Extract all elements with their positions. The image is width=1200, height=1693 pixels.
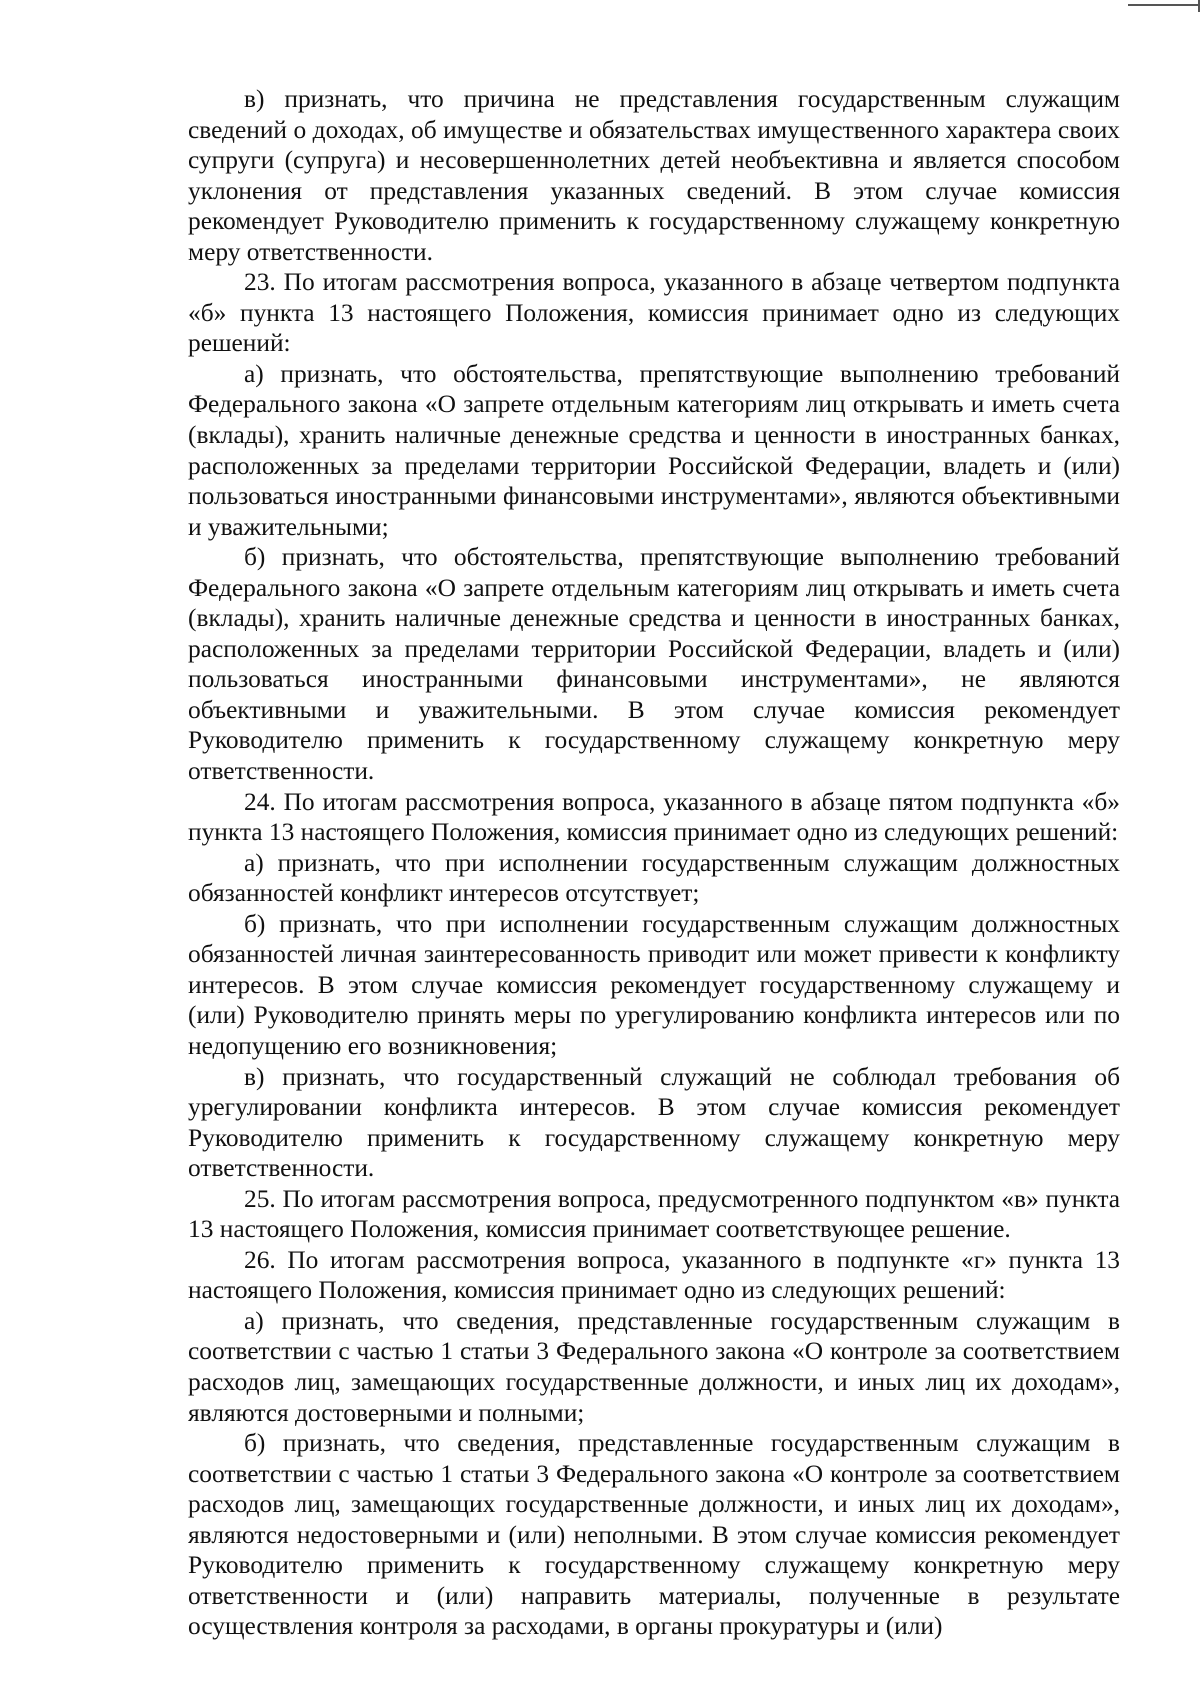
paragraph-24a: а) признать, что при исполнении государственным служащим должностных обязанностей конфликт интересов отсутствует;: [188, 848, 1120, 908]
paragraph-24: 24. По итогам рассмотрения вопроса, указанного в абзаце пятом подпункта «б» пункта 13 настоящего Положения, комиссия принимает одно из следующих решений:: [188, 787, 1120, 847]
paragraph-23b: б) признать, что обстоятельства, препятствующие выполнению требований Федерального закона «О запрете отдельным категориям лиц открывать и иметь счета (вклады), хранить наличные денежные средства и ценности в иностранных банках, расположенных за пределами территории Российской Федерации, владеть и (или) пользоваться иностранными финансовыми инструментами», не являются объективными и уважительными. В этом случае комиссия рекомендует Руководителю применить к государственному служащему конкретную меру ответственности.: [188, 543, 1120, 786]
paragraph-22v: в) признать, что причина не представления государственным служащим сведений о доходах, об имуществе и обязательствах имущественного характера своих супруги (супруга) и несовершеннолетних детей необъективна и является способом уклонения от представления указанных сведений. В этом случае комиссия рекомендует Руководителю применить к государственному служащему конкретную меру ответственности.: [188, 85, 1120, 266]
document-body: [188, 84, 1120, 1642]
paragraph-26b: б) признать, что сведения, представленные государственным служащим в соответствии с частью 1 статьи 3 Федерального закона «О контроле за соответствием расходов лиц, замещающих государственные должности, и иных лиц их доходам», являются недостоверными и (или) неполными. В этом случае комиссия рекомендует Руководителю применить к государственному служащему конкретную меру ответственности и (или) направить материалы, полученные в результате осуществления контроля за расходами, в органы прокуратуры и (или): [188, 1429, 1120, 1641]
paragraph-24b: б) признать, что при исполнении государственным служащим должностных обязанностей личная заинтересованность приводит или может привести к конфликту интересов. В этом случае комиссия рекомендует государственному служащему и (или) Руководителю принять меры по урегулированию конфликта интересов или по недопущению его возникновения;: [188, 909, 1120, 1060]
paragraph-25: 25. По итогам рассмотрения вопроса, предусмотренного подпунктом «в» пункта 13 настоящего Положения, комиссия принимает соответствующее решение.: [188, 1184, 1120, 1244]
scan-corner-mark: [1128, 0, 1200, 6]
paragraph-23: 23. По итогам рассмотрения вопроса, указанного в абзаце четвертом подпункта «б» пункта 13 настоящего Положения, комиссия принимает одно из следующих решений:: [188, 268, 1120, 358]
paragraph-24v: в) признать, что государственный служащий не соблюдал требования об урегулировании конфликта интересов. В этом случае комиссия рекомендует Руководителю применить к государственному служащему конкретную меру ответственности.: [188, 1062, 1120, 1183]
paragraph-23a: а) признать, что обстоятельства, препятствующие выполнению требований Федерального закона «О запрете отдельным категориям лиц открывать и иметь счета (вклады), хранить наличные денежные средства и ценности в иностранных банках, расположенных за пределами территории Российской Федерации, владеть и (или) пользоваться иностранными финансовыми инструментами», являются объективными и уважительными;: [188, 359, 1120, 541]
paragraph-26: 26. По итогам рассмотрения вопроса, указанного в подпункте «г» пункта 13 настоящего Положения, комиссия принимает одно из следующих решений:: [188, 1245, 1120, 1305]
paragraph-26a: а) признать, что сведения, представленные государственным служащим в соответствии с частью 1 статьи 3 Федерального закона «О контроле за соответствием расходов лиц, замещающих государственные должности, и иных лиц их доходам», являются достоверными и полными;: [188, 1306, 1120, 1427]
